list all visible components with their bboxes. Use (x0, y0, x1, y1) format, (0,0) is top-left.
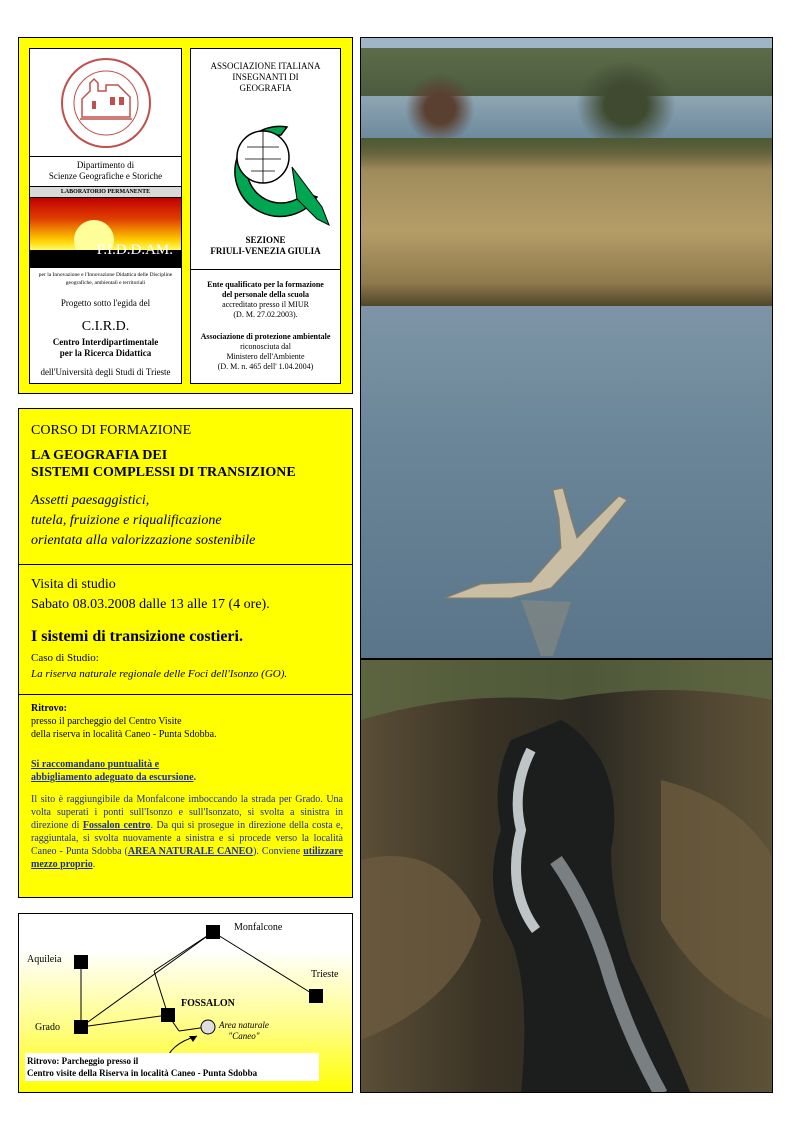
aiig-panel (190, 48, 341, 384)
label-monfalcone: Monfalcone (234, 922, 283, 933)
piddam-logo (30, 198, 181, 268)
driftwood-graphic (441, 478, 631, 658)
label-trieste: Trieste (311, 969, 339, 980)
fossalon-link[interactable]: Fossalon centro (82, 820, 151, 831)
monfalcone-marker (206, 925, 220, 939)
photo-lagoon (360, 37, 773, 659)
cird-university: dell'Università degli Studi di Trieste (40, 367, 171, 377)
cird-full-name: Centro Interdipartimentale per la Ricerca Didattica (52, 337, 159, 358)
assoc-recognition: riconosciuta dal Ministero dell'Ambiente (D. M. n. 465 dell' 1.04.2004) (217, 342, 314, 371)
label-grado: Grado (35, 1022, 60, 1033)
visit-label: Visita di studio (31, 577, 116, 592)
photo-stream (360, 659, 773, 1093)
piddam-caption: per la Innovazione e l'Innovazione Didattica delle Discipline geografiche, ambientali e territoriali (38, 272, 173, 286)
ente-accreditation: accreditato presso il MIUR (D. M. 27.02.2003). (222, 300, 309, 319)
recommendation: Si raccomandano puntualità e abbigliamento adeguato da escursione. (31, 759, 197, 783)
caneo-marker (201, 1020, 215, 1034)
own-vehicle-link[interactable]: utilizzare mezzo proprio (31, 846, 343, 870)
aiig-logo (197, 107, 337, 227)
map-caption: Ritrovo: Parcheggio presso il Centro visite della Riserva in località Caneo - Punta Sdobba (25, 1053, 319, 1081)
grado-marker (74, 1020, 88, 1034)
aiig-section: SEZIONE FRIULI-VENEZIA GIULIA (210, 235, 321, 256)
ente-text: Ente qualificato per la formazione del personale della scuola (207, 280, 324, 299)
piddam-text: P.I.D.D.AM. (96, 242, 173, 258)
lab-label: LABORATORIO PERMANENTE (30, 186, 181, 198)
visit-heading: I sistemi di transizione costieri. (31, 628, 243, 645)
course-subtitle: Assetti paesaggistici, tutela, fruizione e riqualificazione orientata alla valorizzazione sostenibile (31, 493, 256, 548)
map-panel (18, 913, 353, 1093)
course-panel (18, 408, 353, 898)
university-panel (29, 48, 182, 384)
meeting-info: Ritrovo: presso il parcheggio del Centro Visite della riserva in località Caneo - Punta Sdobba. (31, 702, 343, 741)
aquileia-marker (74, 955, 88, 969)
label-caneo: Area naturale "Caneo" (219, 1020, 269, 1041)
egida-text: Progetto sotto l'egida del (60, 298, 151, 308)
course-title: LA GEOGRAFIA DEI SISTEMI COMPLESSI DI TRANSIZIONE (31, 448, 296, 480)
course-label: CORSO DI FORMAZIONE (31, 423, 192, 438)
meeting-label: Ritrovo: (31, 703, 67, 714)
assoc-text: Associazione di protezione ambientale (200, 332, 331, 341)
area-naturale-link[interactable]: AREA NATURALE CANEO (127, 846, 254, 857)
stream-graphic (361, 660, 773, 1093)
directions-text: Il sito è raggiungibile da Monfalcone imboccando la strada per Grado. Una volta superati i ponti sull'Isonzo e sull'Isonzato, si svolta a sinistra in direzione di Fossalon centro. Da qui si prosegue in direzione della costa e, raggiuntala, si svolta nuovamente a sinistra e si procede verso la località Caneo - Punta Sdobba (AREA NATURALE CANEO). Conviene utilizzare mezzo proprio. (31, 794, 343, 870)
visit-info (31, 575, 270, 615)
label-aquileia: Aquileia (27, 954, 62, 965)
aiig-title: ASSOCIAZIONE ITALIANA INSEGNANTI DI GEOGRAFIA (210, 61, 321, 93)
label-fossalon: FOSSALON (181, 998, 235, 1009)
case-study: Caso di Studio: La riserva naturale regionale delle Foci dell'Isonzo (GO). (31, 652, 288, 680)
visit-date: Sabato 08.03.2008 dalle 13 alle 17 (4 ore). (31, 597, 270, 612)
university-seal-logo (52, 55, 160, 155)
trieste-marker (309, 989, 323, 1003)
cird-acronym: C.I.R.D. (81, 319, 130, 334)
department-name: Dipartimento di Scienze Geografiche e Storiche (30, 156, 181, 182)
fossalon-marker (161, 1008, 175, 1022)
